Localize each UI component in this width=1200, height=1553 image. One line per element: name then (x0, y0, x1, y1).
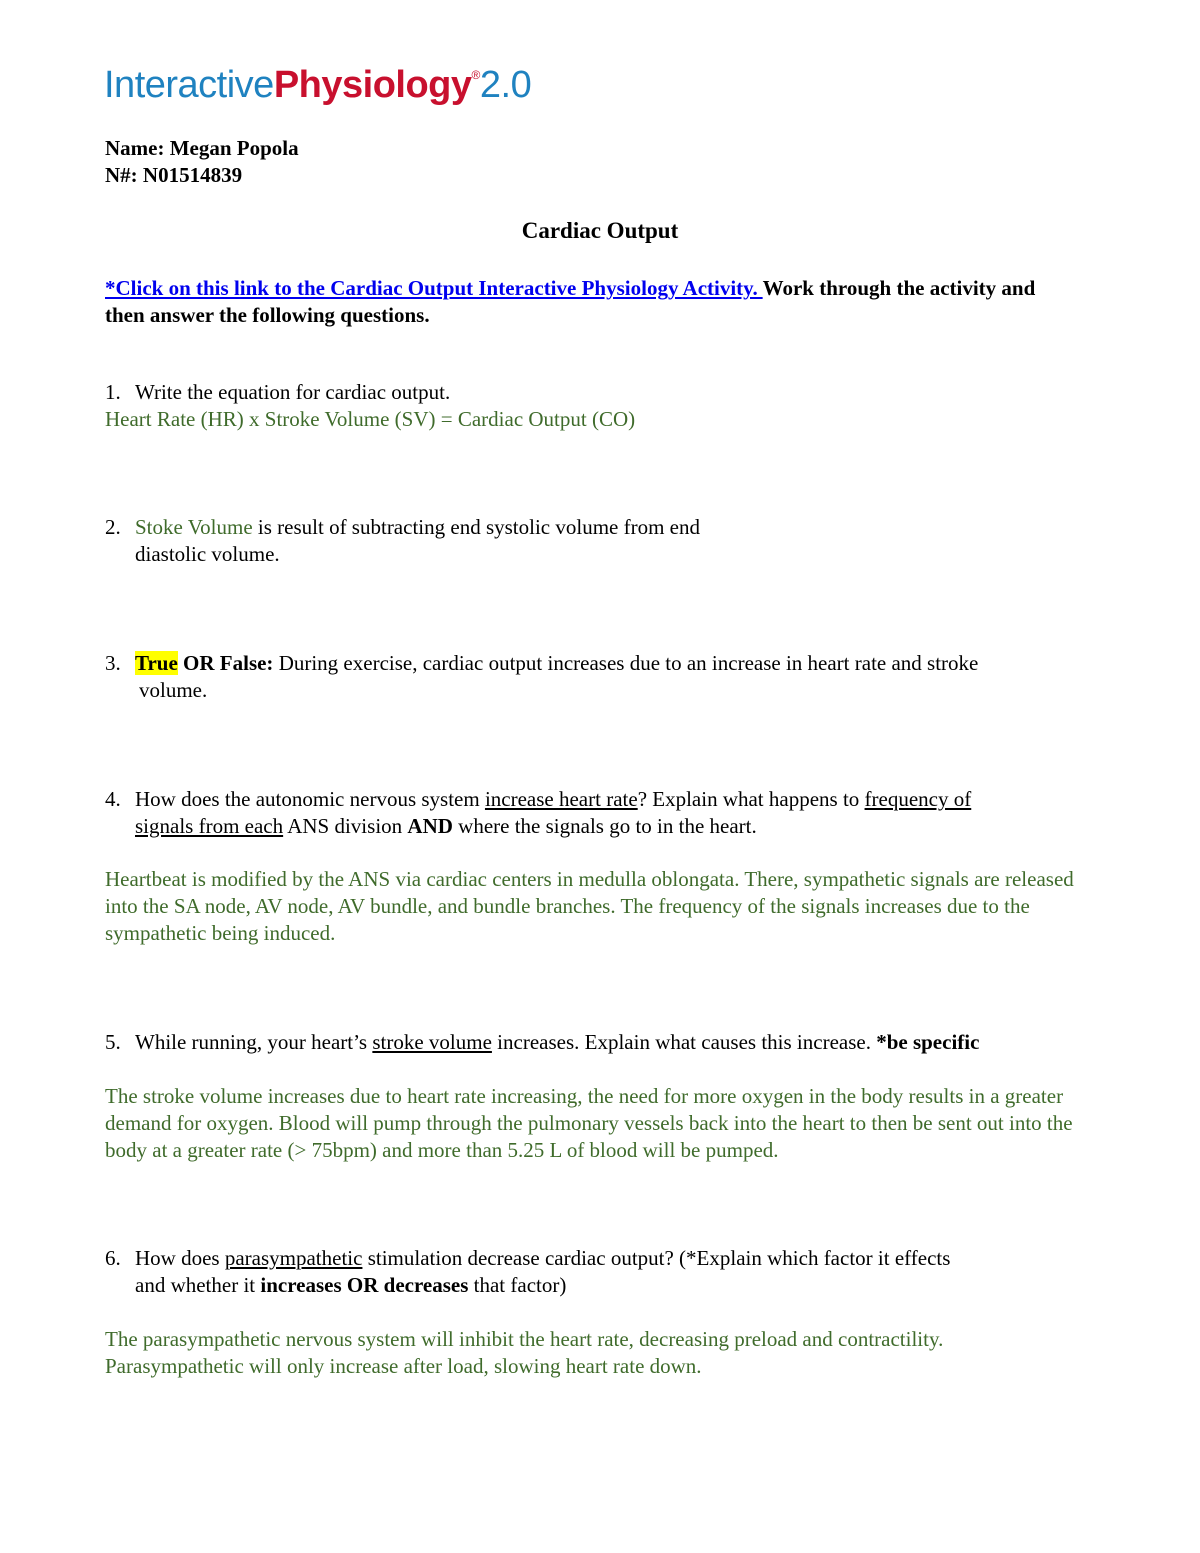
q6-answer: The parasympathetic nervous system will inhibit the heart rate, decreasing preload and contractility. Parasympathetic will only increase after load, slowing heart rate down. (105, 1327, 944, 1378)
q5-text-part: While running, your heart’s (135, 1030, 373, 1054)
q4-bold-and: AND (407, 814, 453, 838)
id-value: N01514839 (142, 163, 243, 187)
q5-text (135, 1029, 1100, 1056)
q4-underline-signals-from-each: signals from each (135, 814, 284, 838)
logo-registered-mark: ® (471, 68, 480, 82)
q4-text-part: where the signals go to in the heart. (452, 814, 757, 838)
logo-part-physiology: Physiology (273, 64, 472, 106)
q2-text-line2: diastolic volume. (135, 542, 280, 566)
q1-text: Write the equation for cardiac output. (135, 380, 451, 404)
q6-number: 6. (105, 1246, 121, 1270)
q6-underline-parasympathetic: parasympathetic (224, 1246, 363, 1270)
q2-text (135, 514, 1095, 568)
id-label: N#: (105, 163, 138, 187)
q4-text-part: How does the autonomic nervous system (135, 787, 485, 811)
q6-text-part: and whether it (135, 1273, 261, 1297)
q6-text-part: that factor) (468, 1273, 567, 1297)
q4-underline-increase-heart-rate: increase heart rate (484, 787, 638, 811)
q3-number: 3. (105, 651, 121, 675)
q4-answer: Heartbeat is modified by the ANS via cardiac centers in medulla oblongata. There, sympathetic signals are released into the SA node, AV node, AV bundle, and bundle branches. The frequency of the signals increases due to the sympathetic being induced. (105, 867, 1074, 945)
q2-answer: Stoke Volume (135, 515, 253, 539)
q3-text-line2: volume. (139, 678, 208, 702)
q5-text-part: increases. Explain what causes this increase. (491, 1030, 877, 1054)
q4-number: 4. (105, 787, 121, 811)
q5-number: 5. (105, 1030, 121, 1054)
logo-part-version: 2.0 (479, 64, 532, 106)
q6-bold-increases-or-decreases: increases OR decreases (260, 1273, 469, 1297)
name-value: Megan Popola (169, 136, 299, 160)
activity-link[interactable]: *Click on this link to the Cardiac Output Interactive Physiology Activity. (105, 276, 763, 300)
q4-text (135, 786, 1095, 840)
q6-text-part: stimulation decrease cardiac output? (*Explain which factor it effects (362, 1246, 951, 1270)
q6-text (135, 1245, 1095, 1299)
intro-paragraph (105, 275, 1065, 329)
student-name-line (105, 135, 299, 162)
student-id-line (105, 162, 242, 189)
q5-underline-stroke-volume: stroke volume (372, 1030, 492, 1054)
q4-text-part: ANS division (283, 814, 408, 838)
intro-instructions: Work through the activity and then answer the following questions. (105, 276, 1036, 327)
q3-or-false: OR False: (177, 651, 274, 675)
q4-underline-frequency-of: frequency of (864, 787, 972, 811)
q4-text-part: ? Explain what happens to (637, 787, 865, 811)
q2-text-line1: is result of subtracting end systolic volume from end (252, 515, 700, 539)
q1-answer: Heart Rate (HR) x Stroke Volume (SV) = Cardiac Output (CO) (105, 407, 636, 431)
q5-answer: The stroke volume increases due to heart rate increasing, the need for more oxygen in the body results in a greater demand for oxygen. Blood will pump through the pulmonary vessels back into the heart to then be sent out into the body at a greater rate (> 75bpm) and more than 5.25 L of blood will be pumped. (105, 1084, 1073, 1162)
q1-number: 1. (105, 380, 121, 404)
q2-number: 2. (105, 515, 121, 539)
logo-part-interactive: Interactive (104, 64, 274, 106)
q3-text-line1: During exercise, cardiac output increases due to an increase in heart rate and stroke (273, 651, 979, 675)
interactive-physiology-logo (104, 64, 531, 110)
q3-true-answer: True (135, 651, 178, 675)
q6-text-part: How does (135, 1246, 225, 1270)
page-title: Cardiac Output (521, 218, 679, 243)
name-label: Name: (105, 136, 165, 160)
q3-text (135, 650, 1100, 704)
q5-bold-be-specific: *be specific (876, 1030, 980, 1054)
